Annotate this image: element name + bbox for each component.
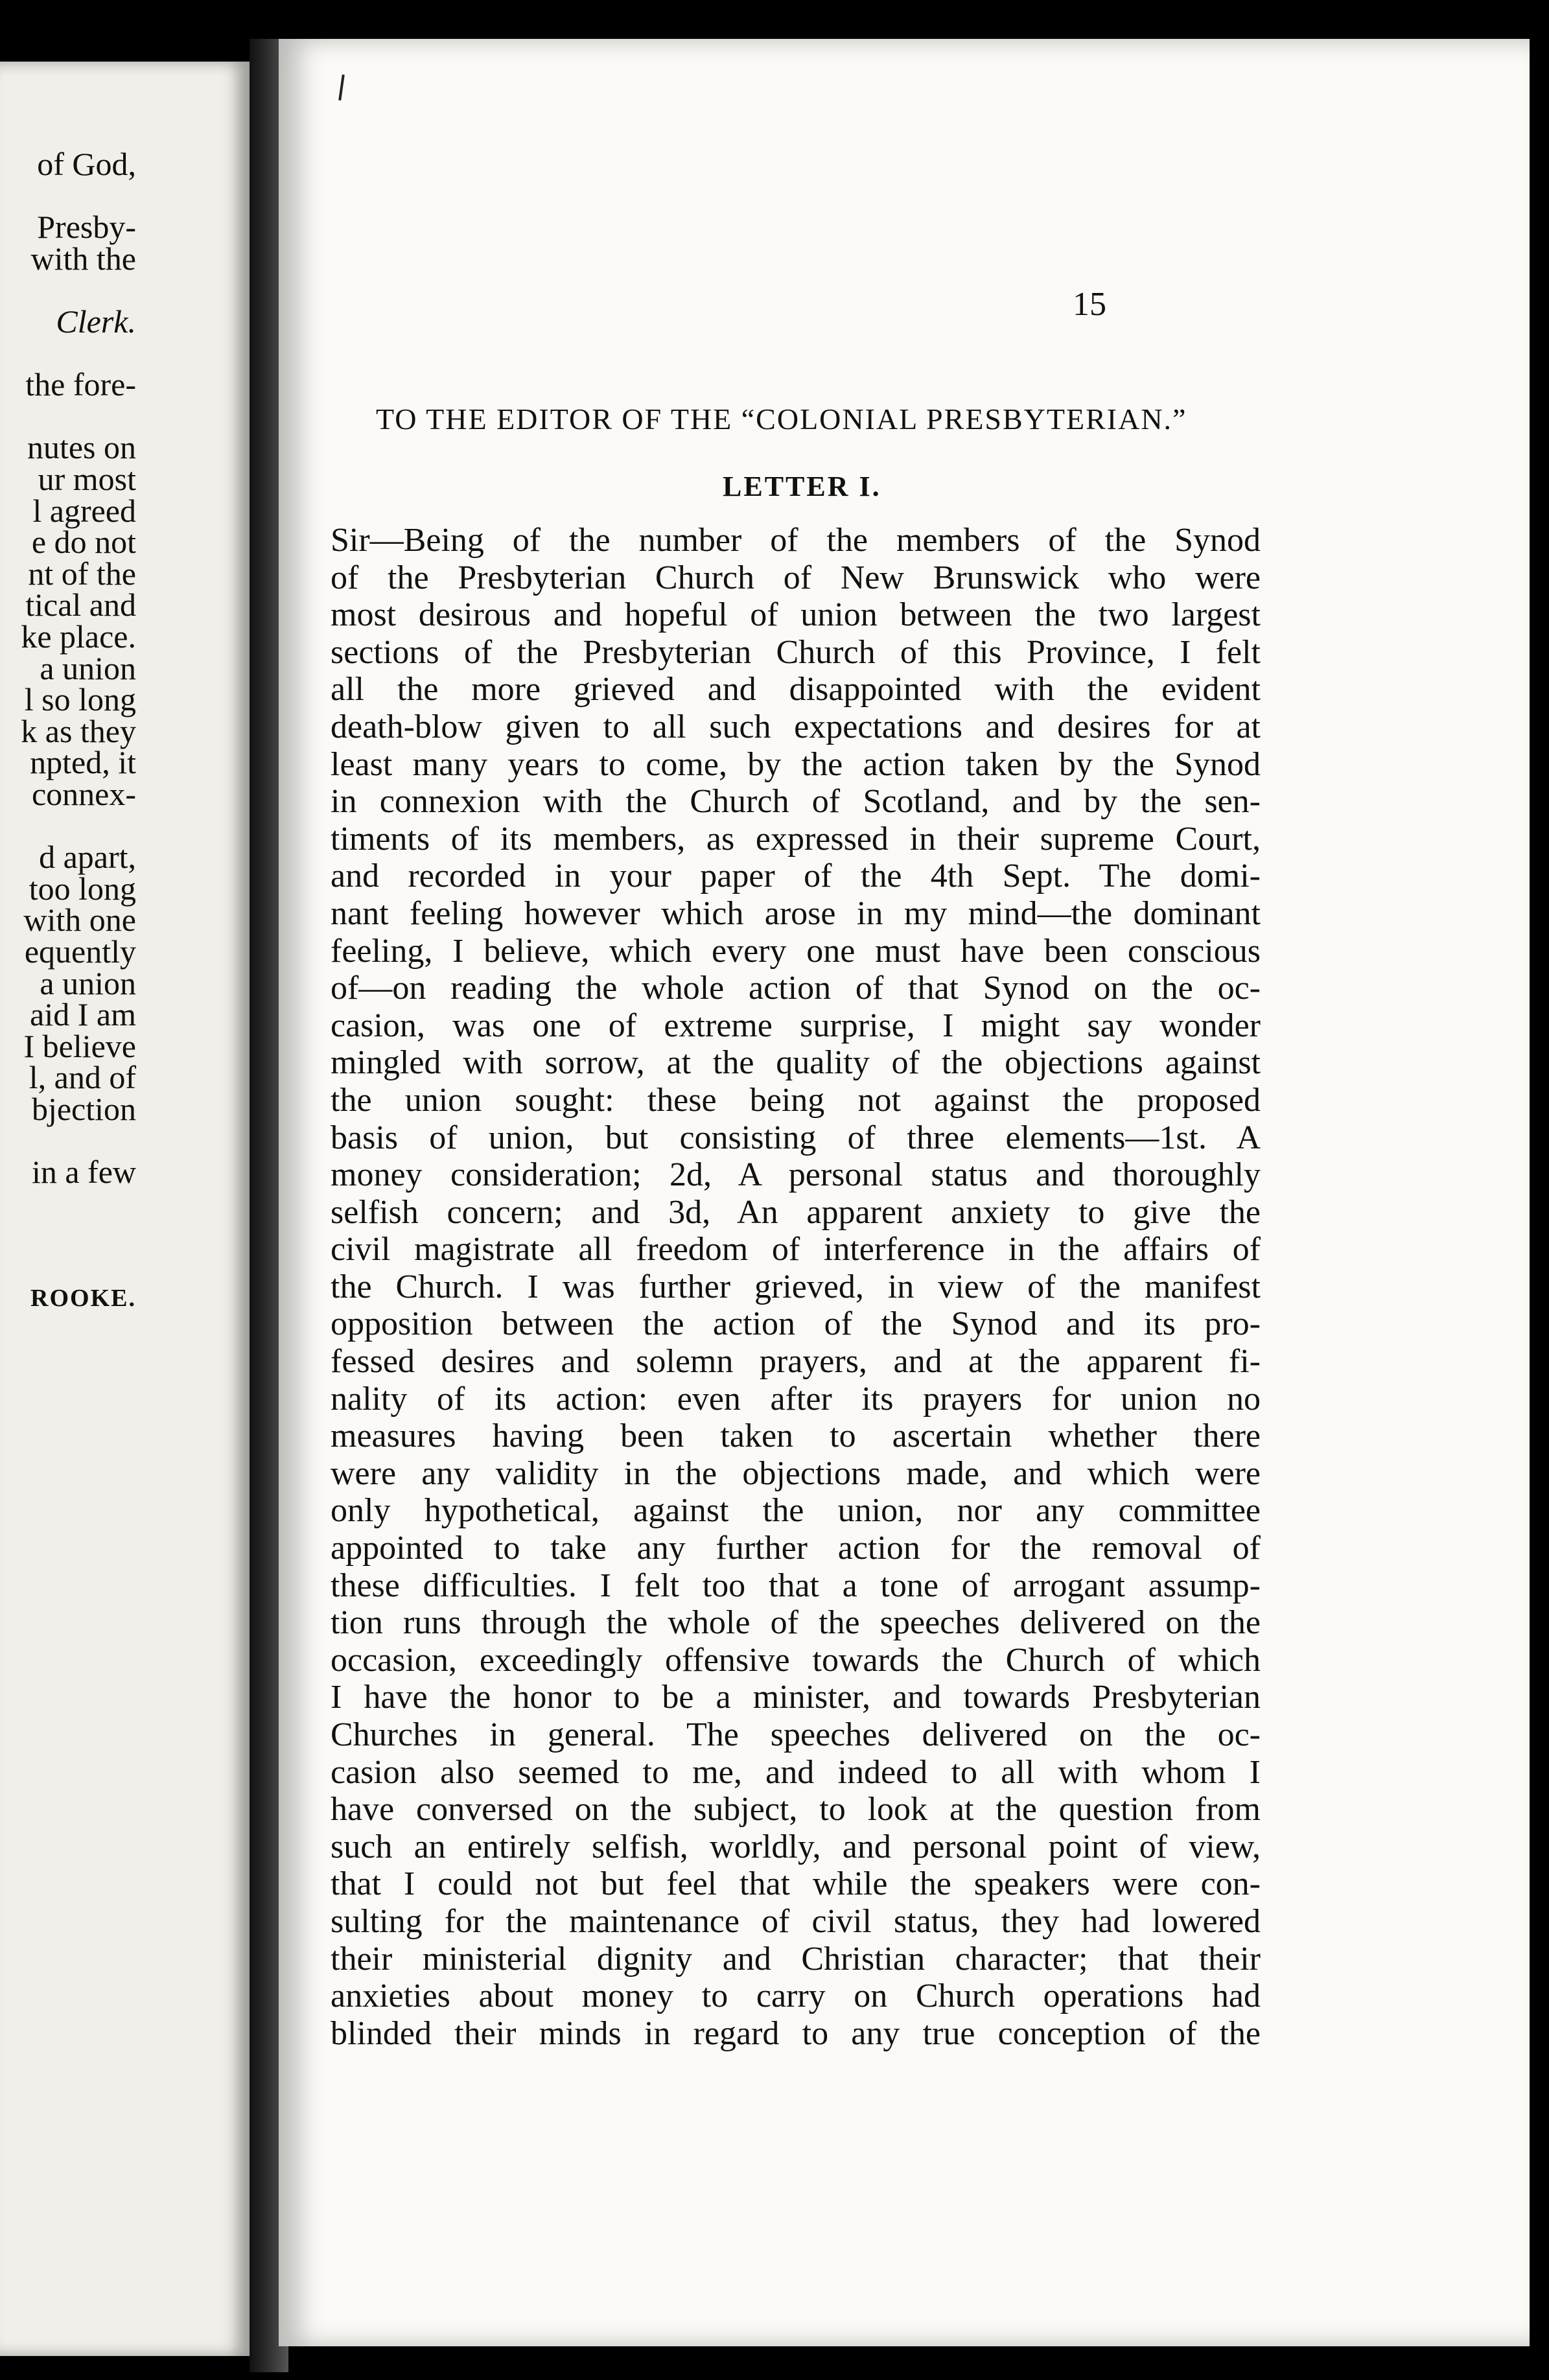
left-page-line: with one [23,902,136,939]
body-line: civil magistrate all freedom of interference in the affairs of [331,1231,1261,1268]
body-line: I have the honor to be a minister, and towards Presbyterian [331,1679,1261,1716]
body-line: that I could not but feel that while the speakers were con- [331,1865,1261,1903]
body-line: nant feeling however which arose in my mind—the dominant [331,894,1261,932]
left-page [0,62,250,2356]
left-page-line: e do not [31,524,136,561]
left-page-line: ke place. [21,618,136,655]
body-line: fessed desires and solemn prayers, and at the apparent fi- [331,1343,1261,1381]
left-page-line: k as they [21,712,136,749]
left-page-line: a union [40,649,136,686]
left-page-line: in a few [31,1154,136,1191]
body-line: least many years to come, by the action taken by the Synod [331,745,1261,783]
left-page-line: with the [30,240,136,277]
left-page-line: aid I am [30,996,136,1033]
left-page-line: l, and of [29,1059,136,1096]
body-line: casion also seemed to me, and indeed to all with whom I [331,1753,1261,1791]
left-page-line: l agreed [32,492,136,529]
left-page-line: tical and [25,587,136,624]
body-line: in connexion with the Church of Scotland, and by the sen- [331,783,1261,821]
body-line: opposition between the action of the Synod and its pro- [331,1305,1261,1343]
body-line: only hypothetical, against the union, nor any committee [331,1492,1261,1530]
body-line: measures having been taken to ascertain whether there [331,1418,1261,1455]
left-page-line: ROOKE. [30,1284,136,1312]
body-line: blinded their minds in regard to any true conception of the [331,2014,1261,2052]
left-page-line: the fore- [25,366,136,403]
letter-subheading: LETTER I. [723,471,881,502]
left-page-line: Presby- [37,209,136,246]
body-line: nality of its action: even after its prayers for union no [331,1380,1261,1418]
body-line: feeling, I believe, which every one must have been conscious [331,932,1261,970]
left-page-line: of God, [37,146,136,182]
body-line: the Church. I was further grieved, in view of the manifest [331,1268,1261,1305]
left-page-line: nt of the [28,555,136,592]
body-line: sulting for the maintenance of civil status, they had lowered [331,1902,1261,1940]
left-page-line: nutes on [27,429,136,466]
body-line: timents of its members, as expressed in their supreme Court, [331,820,1261,858]
letter-body [331,522,1261,2052]
body-line: such an entirely selfish, worldly, and personal point of view, [331,1828,1261,1865]
body-line: have conversed on the subject, to look at the question from [331,1791,1261,1828]
left-page-line: npted, it [30,744,136,781]
body-line: the union sought: these being not against the proposed [331,1081,1261,1119]
body-line: casion, was one of extreme surprise, I might say wonder [331,1007,1261,1044]
body-line: occasion, exceedingly offensive towards the Church of which [331,1641,1261,1679]
body-line: these difficulties. I felt too that a tone of arrogant assump- [331,1567,1261,1604]
left-page-line: d apart, [39,839,136,876]
body-line: and recorded in your paper of the 4th Sept. The domi- [331,858,1261,895]
body-line: basis of union, but consisting of three elements—1st. A [331,1119,1261,1156]
body-line: sections of the Presbyterian Church of this Province, I felt [331,633,1261,671]
body-line: most desirous and hopeful of union between the two largest [331,596,1261,634]
body-line: all the more grieved and disappointed with the evident [331,671,1261,708]
body-line: money consideration; 2d, A personal status and thoroughly [331,1156,1261,1194]
left-page-line: too long [29,870,136,907]
body-line: their ministerial dignity and Christian character; that their [331,1940,1261,1978]
body-line: Churches in general. The speeches delivered on the oc- [331,1716,1261,1753]
body-line: anxieties about money to carry on Church operations had [331,1978,1261,2015]
body-line: selfish concern; and 3d, An apparent anxiety to give the [331,1193,1261,1231]
body-line: were any validity in the objections made, and which were [331,1454,1261,1492]
ink-mark [338,75,345,100]
left-page-line: equently [24,933,136,970]
right-page [279,39,1530,2346]
left-page-line: l so long [24,681,136,718]
letter-heading: TO THE EDITOR OF THE “COLONIAL PRESBYTERIAN.” [376,402,1187,436]
body-line: tion runs through the whole of the speeches delivered on the [331,1604,1261,1642]
left-page-line: bjection [31,1091,136,1127]
body-line: Sir—Being of the number of the members of the Synod [331,522,1261,559]
body-line: death-blow given to all such expectations and desires for at [331,708,1261,745]
left-page-line: Clerk. [56,303,136,340]
body-line: of—on reading the whole action of that Synod on the oc- [331,970,1261,1007]
left-page-line: connex- [31,776,136,812]
page-number: 15 [1073,286,1106,323]
body-line: mingled with sorrow, at the quality of the objections against [331,1044,1261,1082]
body-line: appointed to take any further action for the removal of [331,1530,1261,1567]
left-page-line: I believe [23,1027,136,1064]
body-line: of the Presbyterian Church of New Brunswick who were [331,559,1261,596]
left-page-line: a union [40,964,136,1001]
left-page-line: ur most [38,461,136,497]
